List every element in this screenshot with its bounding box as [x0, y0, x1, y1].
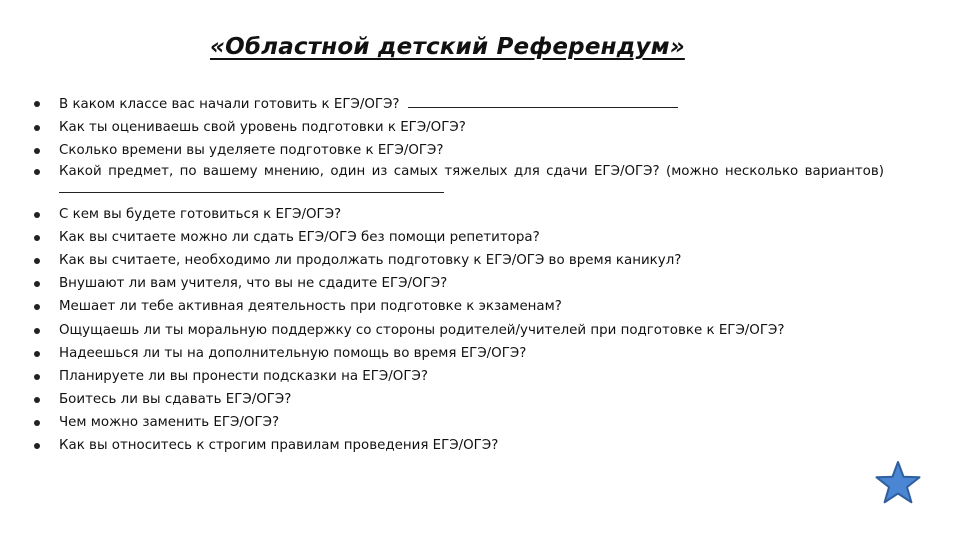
question-text: Как вы считаете можно ли сдать ЕГЭ/ОГЭ без помощи репетитора?: [59, 229, 540, 245]
bullet: [34, 328, 40, 334]
bullet: [34, 397, 40, 403]
list-item: [34, 297, 884, 316]
question-text: Надеешься ли ты на дополнительную помощь во время ЕГЭ/ОГЭ?: [59, 345, 527, 361]
list-item: [34, 205, 884, 224]
bullet: [34, 304, 40, 310]
question-text: Ощущаешь ли ты моральную поддержку со стороны родителей/учителей при подготовке к ЕГЭ/ОГЭ?: [59, 322, 785, 338]
bullet: [34, 420, 40, 426]
list-item: [34, 274, 884, 293]
question-text: Как вы считаете, необходимо ли продолжать подготовку к ЕГЭ/ОГЭ во время каникул?: [59, 252, 682, 268]
list-item: [34, 367, 884, 386]
star-shape: [877, 462, 920, 502]
bullet: [34, 258, 40, 264]
slide-title: «Областной детский Референдум»: [210, 34, 685, 60]
question-text: С кем вы будете готовиться к ЕГЭ/ОГЭ?: [59, 206, 342, 222]
list-item: [34, 141, 884, 160]
question-text: В каком классе вас начали готовить к ЕГЭ/ОГЭ?: [59, 97, 400, 112]
question-text: Сколько времени вы уделяете подготовке к ЕГЭ/ОГЭ?: [59, 143, 444, 159]
bullet: [34, 148, 40, 154]
answer-blank: [408, 94, 678, 108]
list-item: [34, 436, 884, 455]
question-text: Как вы относитесь к строгим правилам проведения ЕГЭ/ОГЭ?: [59, 438, 499, 454]
question-list: [34, 94, 884, 460]
list-item: [34, 413, 884, 432]
list-item: [34, 228, 884, 247]
star-icon[interactable]: [874, 460, 922, 504]
list-item: [34, 344, 884, 363]
list-item: [34, 118, 884, 137]
bullet: [34, 443, 40, 449]
question-text: Боитесь ли вы сдавать ЕГЭ/ОГЭ?: [59, 392, 292, 408]
list-item: [34, 251, 884, 270]
list-item: [34, 321, 884, 340]
bullet: [34, 101, 40, 107]
list-item: [34, 94, 884, 114]
question-text: Планируете ли вы пронести подсказки на ЕГЭ/ОГЭ?: [59, 368, 428, 384]
question-text: Как ты оцениваешь свой уровень подготовки к ЕГЭ/ОГЭ?: [59, 120, 466, 136]
bullet: [34, 125, 40, 131]
bullet: [34, 281, 40, 287]
bullet: [34, 212, 40, 218]
list-item: [34, 390, 884, 409]
bullet: [34, 169, 40, 175]
bullet: [34, 374, 40, 380]
question-text: Мешает ли тебе активная деятельность при подготовке к экзаменам?: [59, 299, 562, 315]
list-item: [34, 165, 884, 197]
bullet: [34, 351, 40, 357]
bullet: [34, 235, 40, 241]
question-text: Какой предмет, по вашему мнению, один из самых тяжелых для сдачи ЕГЭ/ОГЭ? (можно несколько вариантов): [59, 163, 884, 179]
question-text: Внушают ли вам учителя, что вы не сдадите ЕГЭ/ОГЭ?: [59, 276, 448, 292]
question-text: Чем можно заменить ЕГЭ/ОГЭ?: [59, 415, 280, 431]
answer-blank: [59, 179, 444, 193]
